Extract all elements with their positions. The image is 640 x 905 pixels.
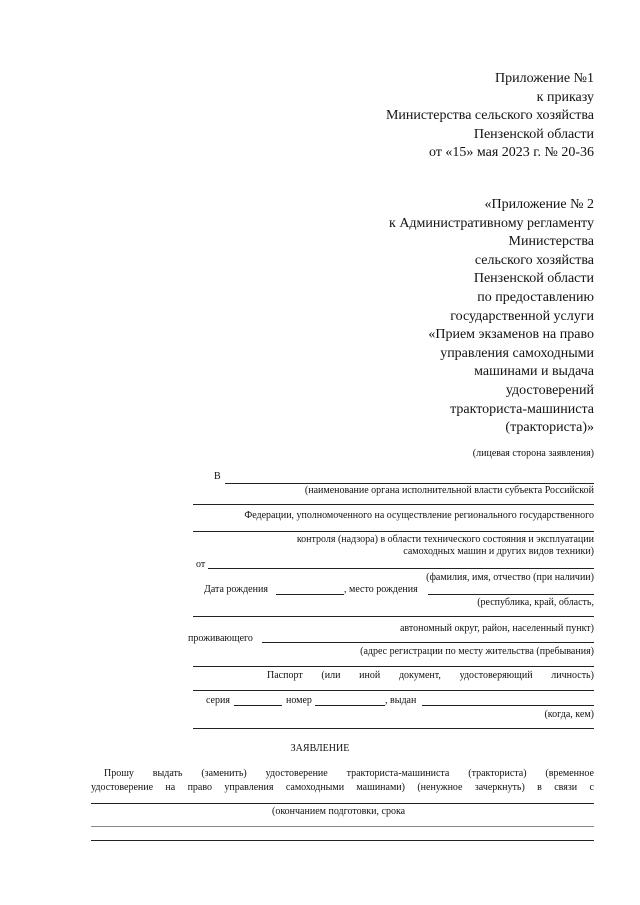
statement-word: управления: [224, 782, 274, 793]
passport-word: (или: [321, 670, 341, 681]
number-label: номер: [286, 695, 312, 706]
statement-line-1: [104, 768, 594, 779]
birth-place-field-line[interactable]: [428, 594, 594, 595]
passport-label-line: [267, 670, 594, 681]
passport-word: удостоверяющий: [459, 670, 533, 681]
from-label: от: [196, 559, 206, 570]
statement-word: связи: [554, 782, 578, 793]
org-field-line-1[interactable]: [225, 483, 594, 484]
org-caption-4: самоходных машин и других видов техники): [403, 546, 594, 557]
birth-date-label: Дата рождения: [204, 584, 268, 595]
org-field-line-2[interactable]: [193, 504, 594, 505]
address-field-line-2[interactable]: [193, 666, 594, 667]
appendix-2-line: Пензенской области: [473, 271, 594, 287]
issued-label: , выдан: [385, 695, 417, 706]
reason-field-line-3[interactable]: [91, 840, 594, 841]
name-caption: (фамилия, имя, отчество (при наличии): [426, 572, 594, 583]
statement-word: тракториста-машиниста: [346, 768, 450, 779]
statement-word: в: [537, 782, 542, 793]
appendix-2-line: управления самоходными: [440, 345, 594, 361]
appendix-2-line: тракториста-машиниста: [450, 401, 594, 417]
birth-place-caption-1: (республика, край, область,: [477, 597, 594, 608]
passport-field-line[interactable]: [193, 690, 594, 691]
appendix-1-line: Пензенской области: [473, 126, 594, 142]
birth-place-label: , место рождения: [344, 584, 418, 595]
statement-title: ЗАЯВЛЕНИЕ: [290, 743, 350, 754]
statement-word: на: [165, 782, 176, 793]
statement-word: (заменить): [201, 768, 247, 779]
appendix-1-line: Приложение №1: [495, 71, 594, 86]
statement-word: с: [589, 782, 594, 793]
appendix-2-line: удостоверений: [505, 382, 594, 398]
series-label: серия: [206, 695, 230, 706]
appendix-2-line: «Прием экзаменов на право: [428, 327, 594, 343]
statement-word: (тракториста): [468, 768, 527, 779]
statement-word: самоходными: [285, 782, 345, 793]
org-caption-3: контроля (надзора) в области технического состояния и эксплуатации: [296, 534, 594, 545]
passport-word: иной: [359, 670, 381, 681]
appendix-2-line: Министерства: [508, 234, 594, 250]
address-caption: (адрес регистрации по месту жительства (пребывания): [360, 646, 594, 657]
org-caption-1: (наименование органа исполнительной власти субъекта Российской: [304, 485, 594, 496]
statement-word: (временное: [545, 768, 594, 779]
issued-caption: (когда, кем): [544, 709, 594, 720]
statement-word: Прошу: [104, 768, 134, 779]
statement-word: зачеркнуть): [474, 782, 525, 793]
org-caption-2: Федерации, уполномоченного на осуществление регионального государственного: [244, 510, 594, 521]
appendix-2-line: к Административному регламенту: [389, 215, 594, 231]
reason-field-line-1[interactable]: [91, 803, 594, 804]
name-field-line[interactable]: [208, 568, 594, 569]
statement-word: удостоверение: [265, 768, 328, 779]
appendix-2-header: [389, 196, 594, 438]
birth-date-field-line[interactable]: [276, 594, 344, 595]
appendix-2-line: по предоставлению: [477, 289, 594, 305]
residing-label: проживающего: [188, 633, 253, 644]
appendix-1-line: от «15» мая 2023 г. № 20-36: [428, 145, 594, 161]
appendix-1-line: Министерства сельского хозяйства: [385, 108, 594, 124]
statement-word: удостоверение: [91, 782, 154, 793]
appendix-2-line: машинами и выдача: [474, 364, 594, 380]
issued-field-line-2[interactable]: [193, 728, 594, 729]
birth-place-field-line-2[interactable]: [193, 616, 594, 617]
passport-word: Паспорт: [267, 670, 303, 681]
appendix-2-line: государственной услуги: [450, 308, 594, 324]
passport-word: личность): [551, 670, 594, 681]
statement-word: право: [187, 782, 213, 793]
passport-word: документ,: [398, 670, 441, 681]
appendix-2-line: сельского хозяйства: [474, 252, 594, 268]
org-field-line-3[interactable]: [193, 531, 594, 532]
number-field-line[interactable]: [315, 705, 385, 706]
statement-word: выдать: [152, 768, 183, 779]
appendix-1-header: [386, 70, 594, 163]
series-field-line[interactable]: [234, 705, 282, 706]
issued-field-line[interactable]: [422, 705, 594, 706]
to-label: В: [214, 471, 221, 482]
appendix-2-line: «Приложение № 2: [484, 197, 594, 212]
side-note: (лицевая сторона заявления): [472, 448, 594, 459]
birth-place-caption-2: автономный округ, район, населенный пункт): [399, 623, 594, 634]
statement-word: машинами): [356, 782, 405, 793]
statement-word: (ненужное: [417, 782, 463, 793]
reason-caption: (окончанием подготовки, срока: [272, 806, 406, 817]
address-field-line-1[interactable]: [262, 642, 594, 643]
reason-field-line-2[interactable]: [91, 826, 594, 827]
appendix-1-line: к приказу: [536, 89, 594, 105]
appendix-2-line: (тракториста)»: [505, 420, 594, 436]
statement-line-2: [91, 782, 594, 793]
